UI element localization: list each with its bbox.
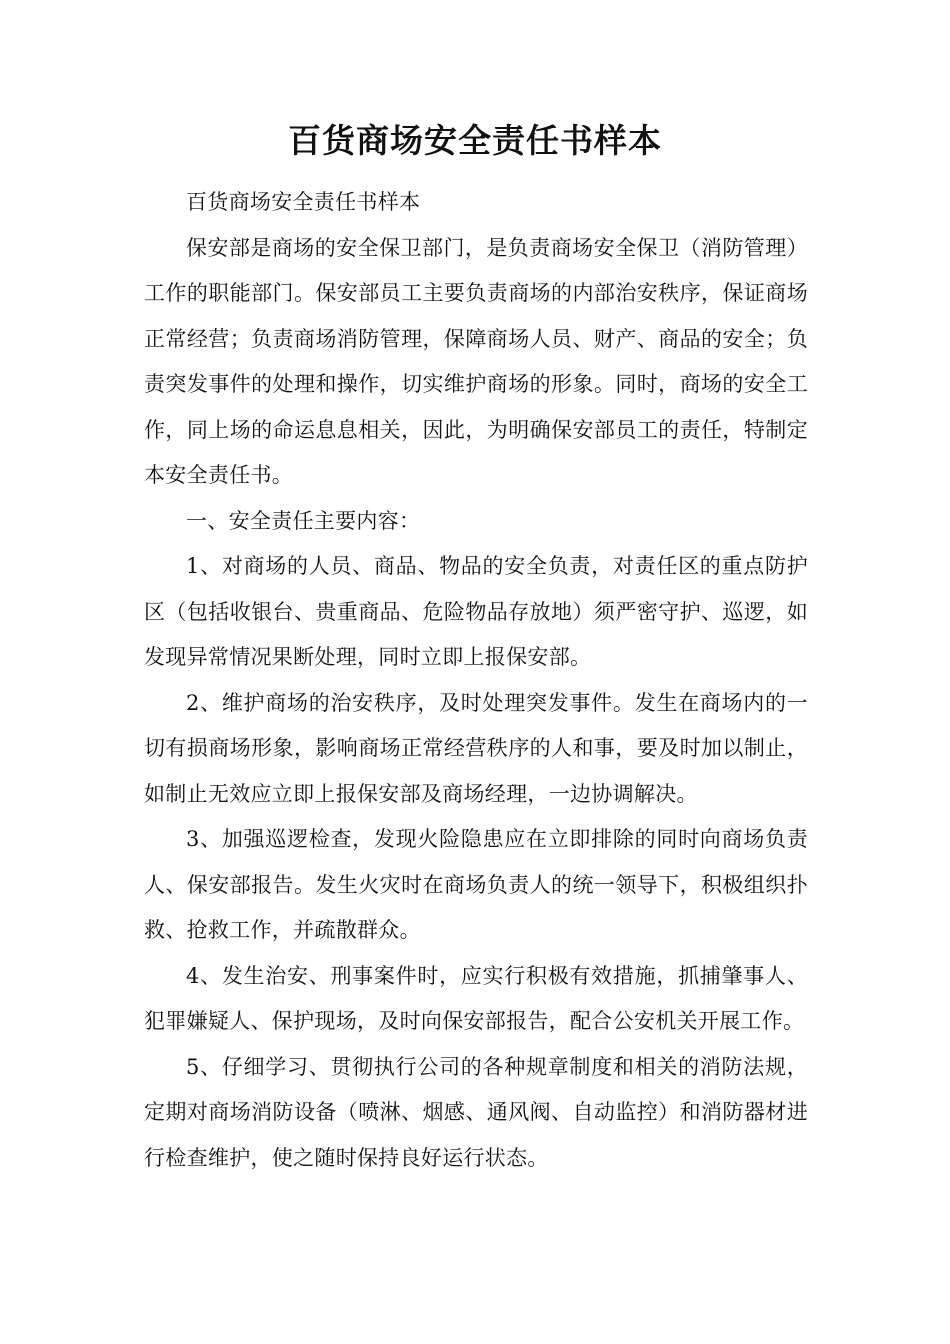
document-body [144,180,808,1181]
clause-5-paragraph: 5、仔细学习、贯彻执行公司的各种规章制度和相关的消防法规，定期对商场消防设备（喷淋、烟感、通风阀、自动监控）和消防器材进行检查维护，使之随时保持良好运行状态。 [144,1054,808,1170]
intro-paragraph: 保安部是商场的安全保卫部门，是负责商场安全保卫（消防管理）工作的职能部门。保安部员工主要负责商场的内部治安秩序，保证商场正常经营；负责商场消防管理，保障商场人员、财产、商品的安全；负责突发事件的处理和操作，切实维护商场的形象。同时，商场的安全工作，同上场的命运息息相关，因此，为明确保安部员工的责任，特制定本安全责任书。 [144,235,808,487]
section-heading: 一、安全责任主要内容： [186,508,421,533]
clause-1-paragraph: 1、对商场的人员、商品、物品的安全负责，对责任区的重点防护区（包括收银台、贵重商品、危险物品存放地）须严密守护、巡逻，如发现异常情况果断处理，同时立即上报保安部。 [144,554,808,669]
clause-4-paragraph: 4、发生治安、刑事案件时，应实行积极有效措施，抓捕肇事人、犯罪嫌疑人、保护现场，及时向保安部报告，配合公安机关开展工作。 [144,963,808,1033]
document-title: 百货商场安全责任书样本 [288,121,662,160]
clause-2-paragraph: 2、维护商场的治安秩序，及时处理突发事件。发生在商场内的一切有损商场形象，影响商场正常经营秩序的人和事，要及时加以制止，如制止无效应立即上报保安部及商场经理，一边协调解决。 [144,690,808,806]
clause-3-paragraph: 3、加强巡逻检查，发现火险隐患应在立即排除的同时向商场负责人、保安部报告。发生火灾时在商场负责人的统一领导下，积极组织扑救、抢救工作，并疏散群众。 [144,827,808,942]
subtitle-paragraph: 百货商场安全责任书样本 [186,190,421,214]
